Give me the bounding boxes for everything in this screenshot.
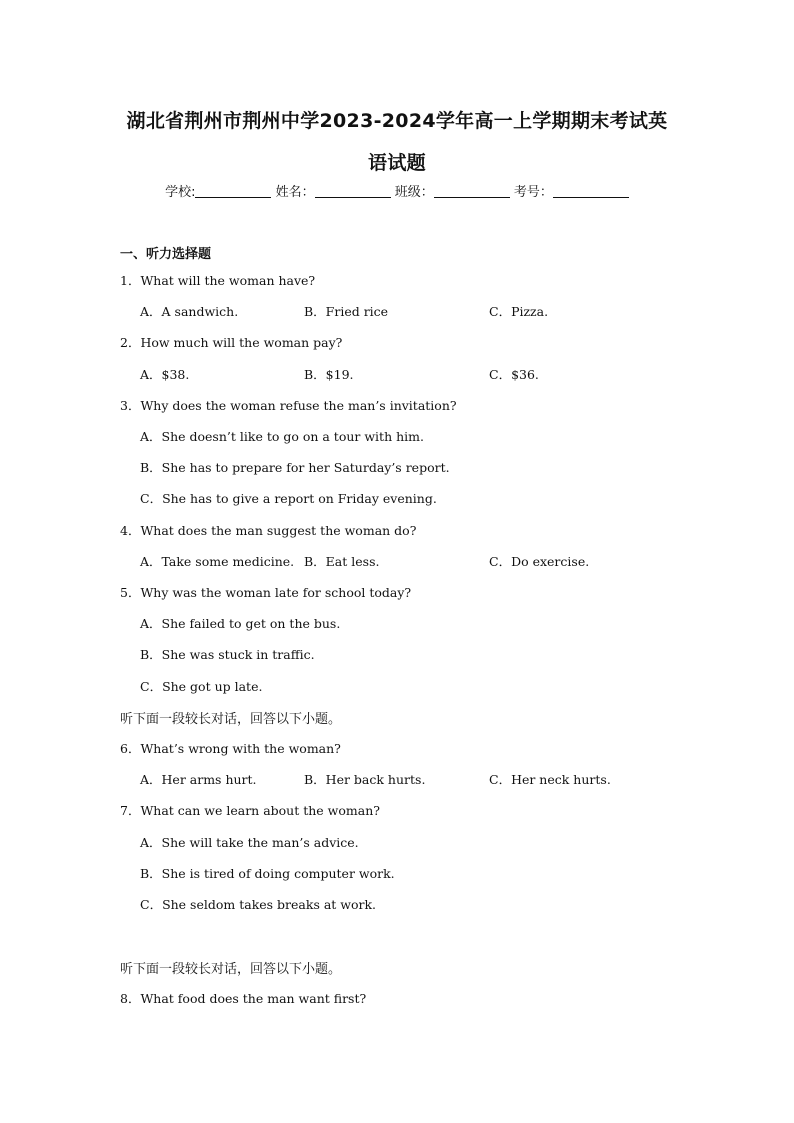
document-title-line-1: 湖北省荆州市荆州中学2023-2024学年高一上学期期末考试英 [126, 110, 668, 132]
q3-option-c[interactable]: C．She has to give a report on Friday evening. [140, 491, 437, 506]
section-heading-listening: 一、听力选择题 [120, 247, 212, 262]
q3-option-b[interactable]: B．She has to prepare for her Saturday’s report. [140, 460, 450, 475]
q2-option-b[interactable]: B．$19. [304, 367, 354, 382]
q5-option-b[interactable]: B．She was stuck in traffic. [140, 647, 315, 662]
name-label: 姓名： [275, 185, 315, 200]
q7-option-a[interactable]: A．She will take the man’s advice. [140, 835, 359, 850]
number-blank[interactable] [553, 184, 629, 198]
q1-option-c[interactable]: C．Pizza. [489, 304, 549, 319]
dialogue-instruction: 听下面一段较长对话，回答以下小题。 [120, 712, 342, 727]
q4-option-b[interactable]: B．Eat less. [304, 554, 380, 569]
question-8: 8．What food does the man want first? [120, 991, 367, 1006]
q4-option-c[interactable]: C．Do exercise. [489, 554, 590, 569]
class-label: 班级： [394, 185, 434, 200]
name-blank[interactable] [315, 184, 391, 198]
student-info-row [0, 181, 794, 200]
q2-option-a[interactable]: A．$38. [140, 367, 190, 382]
q4-option-a[interactable]: A．Take some medicine. [140, 554, 295, 569]
question-6: 6．What’s wrong with the woman? [120, 741, 341, 756]
q6-option-c[interactable]: C．Her neck hurts. [489, 772, 611, 787]
q2-option-c[interactable]: C．$36. [489, 367, 539, 382]
q5-option-a[interactable]: A．She failed to get on the bus. [140, 616, 341, 631]
q7-option-b[interactable]: B．She is tired of doing computer work. [140, 866, 395, 881]
q3-option-a[interactable]: A．She doesn’t like to go on a tour with him. [140, 429, 424, 444]
question-7: 7．What can we learn about the woman? [120, 803, 380, 818]
class-blank[interactable] [434, 184, 510, 198]
question-4: 4．What does the man suggest the woman do? [120, 523, 417, 538]
school-label: 学校: [165, 185, 196, 200]
number-label: 考号： [513, 185, 553, 200]
question-3: 3．Why does the woman refuse the man’s invitation? [120, 398, 457, 413]
question-5: 5．Why was the woman late for school today? [120, 585, 412, 600]
question-1: 1．What will the woman have? [120, 273, 316, 288]
q6-option-a[interactable]: A．Her arms hurt. [140, 772, 257, 787]
document-title-line-2: 语试题 [368, 152, 426, 174]
q6-option-b[interactable]: B．Her back hurts. [304, 772, 426, 787]
dialogue-instruction-2: 听下面一段较长对话，回答以下小题。 [120, 962, 342, 977]
q5-option-c[interactable]: C．She got up late. [140, 679, 263, 694]
q1-option-b[interactable]: B．Fried rice [304, 304, 389, 319]
q1-option-a[interactable]: A．A sandwich. [140, 304, 239, 319]
school-blank[interactable] [195, 184, 271, 198]
q7-option-c[interactable]: C．She seldom takes breaks at work. [140, 897, 377, 912]
question-2: 2．How much will the woman pay? [120, 335, 343, 350]
